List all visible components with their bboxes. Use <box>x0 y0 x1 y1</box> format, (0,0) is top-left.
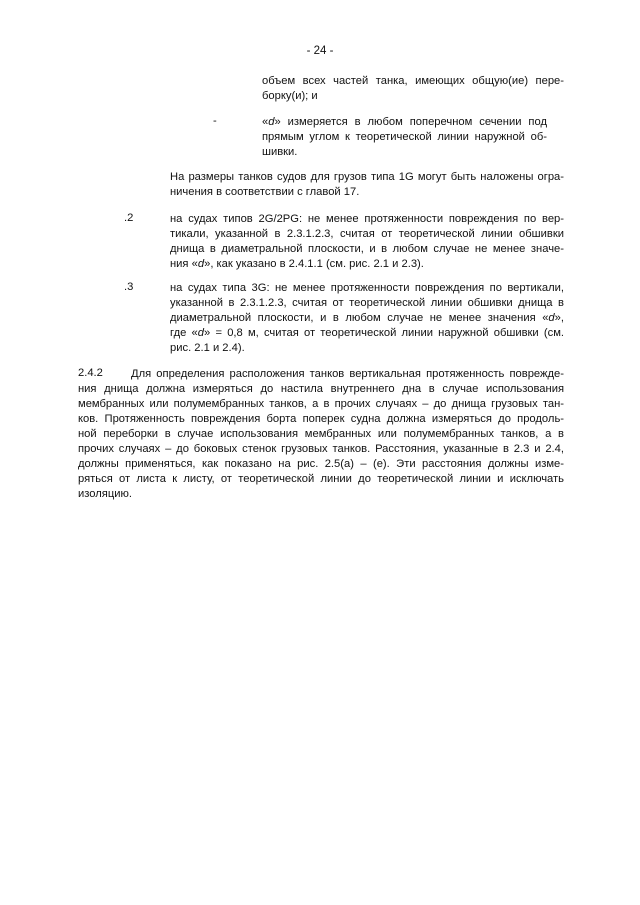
item-2-text <box>170 212 564 272</box>
text-line: ничения в соответствии с главой 17. <box>170 186 360 198</box>
text-line: где «d» = 0,8 м, считая от теоретической линии наружной обшивки (см. <box>170 327 565 339</box>
paragraph-2-4-2-body <box>78 382 564 502</box>
text-line: должны применяться, как показано на рис. 2.5(а) – (е). Эти расстояния должны изме- <box>78 458 564 470</box>
text-line: изоляцию. <box>78 488 132 500</box>
text-line: на судах типов 2G/2PG: не менее протяженности повреждения по вер- <box>170 213 564 225</box>
item-number: .3 <box>124 281 134 293</box>
paragraph-number: 2.4.2 <box>78 367 103 379</box>
text-line: ния днища должна измеряться до настила внутреннего дна в случае использования <box>78 383 564 395</box>
page-number: - 24 - <box>306 45 334 57</box>
variable-d: d <box>268 116 275 128</box>
text-line: ной переборки в случае использования мембранных или полумембранных танков, а в <box>78 428 564 440</box>
text-line: шивки. <box>262 146 298 158</box>
text-line: прямым углом к теоретической линии наружной об- <box>262 131 547 143</box>
text-line: прочих случаях – до боковых стенок грузовых танков. Расстояния, указанные в 2.3 и 2.4, <box>78 443 564 455</box>
paragraph-2-4-2-first-line <box>131 367 564 382</box>
text-line: объем всех частей танка, имеющих общую(ие) пере- <box>262 75 564 87</box>
text-line: на судах типа 3G: не менее протяженности повреждения по вертикали, <box>170 282 564 294</box>
text-line: Для определения расположения танков вертикальная протяженность поврежде- <box>131 368 564 380</box>
variable-d: d <box>548 312 555 324</box>
text-line: указанной в 2.3.1.2.3, считая от теоретической линии обшивки днища в <box>170 297 564 309</box>
text-line: ния «d», как указано в 2.4.1.1 (см. рис. 2.1 и 2.3). <box>170 258 424 270</box>
note-1g <box>170 170 564 200</box>
text-line: днища в диаметральной плоскости, и в любом случае не менее значе- <box>170 243 564 255</box>
dash-item-text <box>262 115 547 160</box>
text-line: На размеры танков судов для грузов типа 1G могут быть наложены огра- <box>170 171 564 183</box>
variable-d: d <box>197 258 205 270</box>
item-number: .2 <box>124 212 134 224</box>
item-3-text <box>170 281 564 356</box>
text-line: борку(и); и <box>262 90 318 102</box>
list-dash-marker: - <box>213 115 217 127</box>
text-line: тикали, указанной в 2.3.1.2.3, считая от теоретической линии обшивки <box>170 228 564 240</box>
text-line: ряться от листа к листу, от теоретической линии до теоретической линии и исключать <box>78 473 564 485</box>
text-line: диаметральной плоскости, и в любом случае не менее значения «d», <box>170 312 564 324</box>
text-line: «d» измеряется в любом поперечном сечении под <box>262 116 547 128</box>
variable-d: d <box>197 327 205 339</box>
text-line: рис. 2.1 и 2.4). <box>170 342 245 354</box>
fragment-top <box>262 74 564 104</box>
text-line: ков. Протяженность повреждения борта поперек судна должна измеряться до продоль- <box>78 413 564 425</box>
text-line: мембранных или полумембранных танков, а в прочих случаях – до днища грузовых тан- <box>78 398 564 410</box>
